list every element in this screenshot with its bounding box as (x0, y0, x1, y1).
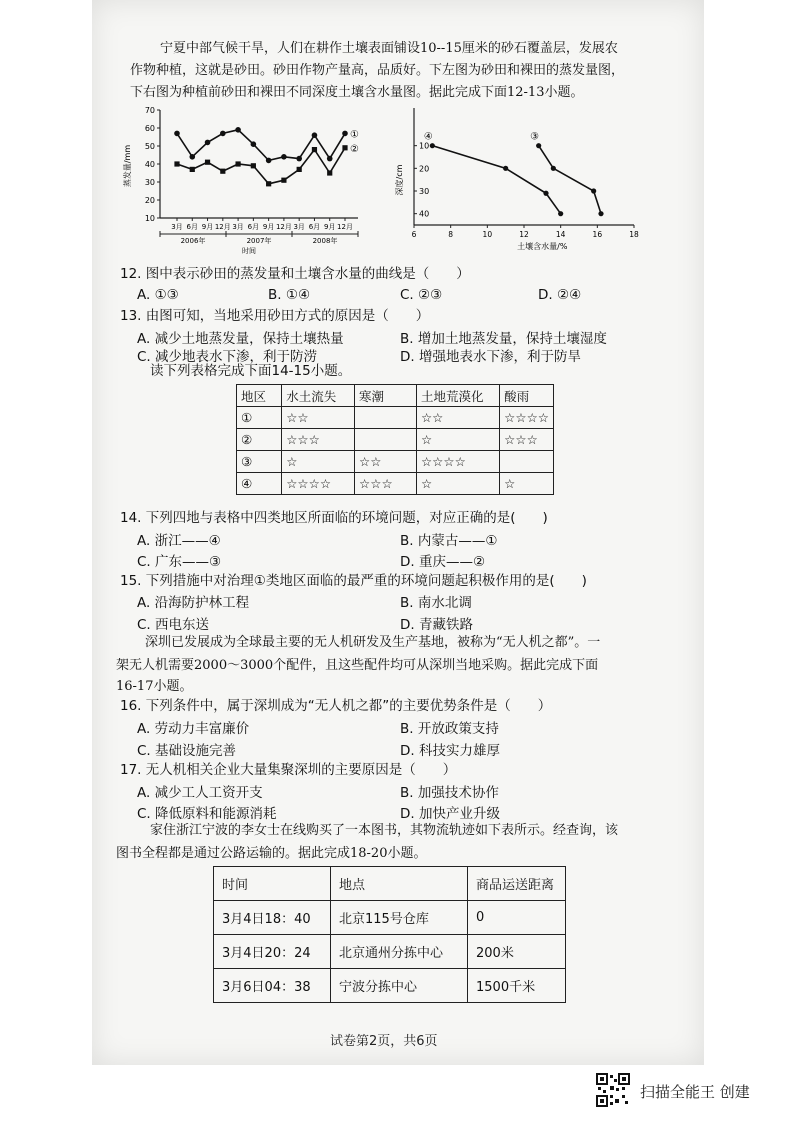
q14-option-a: A. 浙江——④ (137, 533, 221, 549)
x-tick-label: 6 (411, 230, 417, 239)
table-header: 水土流失 (282, 385, 355, 407)
table-cell: ☆ (416, 429, 499, 451)
scanner-watermark: 扫描全能王 创建 (640, 1083, 750, 1101)
data-point-square (297, 167, 302, 172)
x-tick-label: 9月 (201, 223, 214, 231)
data-point (591, 188, 596, 193)
table-cell: 1500千米 (468, 969, 566, 1003)
q15-option-b: B. 南水北调 (400, 595, 472, 611)
series-line (432, 146, 560, 214)
table-cell: 200米 (468, 935, 566, 969)
q15-option-a: A. 沿海防护林工程 (137, 595, 250, 611)
series-line (177, 130, 345, 161)
series-label: ② (350, 143, 359, 155)
x-tick-label: 18 (629, 230, 639, 239)
y-tick-label: 50 (144, 142, 155, 151)
x-tick-label: 9月 (323, 223, 336, 231)
q12-option-d: D. ②④ (538, 287, 582, 303)
intro-4-line-1: 家住浙江宁波的李女士在线购买了一本图书，其物流轨迹如下表所示。经查询，该 (150, 823, 619, 838)
intro-3-line-3: 16-17小题。 (116, 679, 193, 694)
table-header: 时间 (214, 867, 331, 901)
table-cell: ☆ (282, 451, 355, 473)
x-tick-label: 3月 (232, 223, 244, 231)
data-point-circle (174, 131, 180, 137)
q16-stem: 16. 下列条件中，属于深圳成为“无人机之都”的主要优势条件是（ ） (120, 698, 552, 714)
table-cell: ☆☆☆☆ (500, 407, 554, 429)
data-point (430, 143, 435, 148)
year-label: 2007年 (246, 237, 272, 245)
q17-option-c: C. 降低原料和能源消耗 (137, 806, 277, 822)
x-tick-label: 6月 (247, 223, 260, 231)
table-cell: ☆☆☆☆ (416, 451, 499, 473)
data-point-square (190, 167, 195, 172)
y-tick-label: 10 (144, 214, 155, 223)
table-header: 土地荒漠化 (416, 385, 499, 407)
table-cell: ☆☆☆ (282, 429, 355, 451)
q15-option-c: C. 西电东送 (137, 617, 210, 633)
table-cell: 3月6日04：38 (214, 969, 331, 1003)
q17-option-a: A. 减少工人工资开支 (137, 785, 263, 801)
intro-1-line-3: 下右图为种植前砂田和裸田不同深度土壤含水量图。据此完成下面12-13小题。 (130, 85, 584, 100)
data-point-square (174, 161, 179, 166)
x-tick-label: 3月 (293, 223, 305, 231)
q16-option-b: B. 开放政策支持 (400, 721, 499, 737)
x-tick-label: 12 (519, 230, 529, 239)
q14-option-c: C. 广东——③ (137, 554, 222, 570)
table-row (237, 473, 554, 495)
data-point (543, 191, 548, 196)
intro-3-line-1: 深圳已发展成为全球最主要的无人机研发及生产基地，被称为“无人机之都”。一 (145, 635, 601, 650)
x-tick-label: 8 (448, 230, 454, 239)
q12-option-a: A. ①③ (137, 287, 179, 303)
table-cell: ② (237, 429, 282, 451)
y-tick-label: 60 (144, 124, 155, 133)
x-tick-label: 12月 (275, 223, 292, 231)
table-header: 寒潮 (355, 385, 417, 407)
y-tick-label: 70 (144, 106, 155, 115)
y-axis-label: 深度/cm (395, 164, 404, 196)
table-row (214, 901, 566, 935)
table-cell: ☆ (500, 473, 554, 495)
y-tick-label: 20 (144, 196, 155, 205)
table-header: 商品运送距离 (468, 867, 566, 901)
year-label: 2008年 (312, 237, 338, 245)
table-row (237, 451, 554, 473)
table-header: 地区 (237, 385, 282, 407)
q16-option-a: A. 劳动力丰富廉价 (137, 721, 250, 737)
data-point-square (205, 160, 210, 165)
q16-option-d: D. 科技实力雄厚 (400, 743, 500, 759)
year-label: 2006年 (180, 237, 206, 245)
table-row (237, 429, 554, 451)
data-point (558, 211, 563, 216)
data-point (536, 143, 541, 148)
q15-option-d: D. 青藏铁路 (400, 617, 473, 633)
q14-stem: 14. 下列四地与表格中四类地区所面临的环境问题，对应正确的是( ) (120, 510, 548, 526)
data-point-circle (342, 131, 348, 137)
y-tick-label: 30 (144, 178, 155, 187)
table-cell: 北京115号仓库 (331, 901, 468, 935)
table-cell: 0 (468, 901, 566, 935)
page-footer: 试卷第2页，共6页 (330, 1034, 438, 1049)
table-cell: ④ (237, 473, 282, 495)
q15-stem: 15. 下列措施中对治理①类地区面临的最严重的环境问题起积极作用的是( ) (120, 573, 587, 589)
table-cell: 3月4日20：24 (214, 935, 331, 969)
y-tick-label: 10 (419, 141, 430, 151)
y-tick-label: 30 (419, 187, 430, 196)
intro-1-line-1: 宁夏中部气候干旱，人们在耕作土壤表面铺设10--15厘米的砂石覆盖层，发展农 (160, 41, 618, 56)
table-cell (355, 407, 417, 429)
table-cell: ☆☆☆ (500, 429, 554, 451)
table-row (214, 969, 566, 1003)
table-header: 地点 (331, 867, 468, 901)
data-point-square (312, 147, 317, 152)
table-cell (500, 451, 554, 473)
q14-option-d: D. 重庆——② (400, 554, 486, 570)
series-label: ③ (530, 131, 540, 143)
q17-option-b: B. 加强技术协作 (400, 785, 499, 801)
data-point-circle (296, 156, 302, 162)
table-cell: ③ (237, 451, 282, 473)
table-row (214, 935, 566, 969)
table-cell: ☆☆ (416, 407, 499, 429)
y-tick-label: 40 (144, 160, 155, 169)
data-point-circle (312, 132, 318, 138)
x-tick-label: 12月 (214, 223, 231, 231)
intro-4-line-2: 图书全程都是通过公路运输的。据此完成18-20小题。 (116, 846, 427, 861)
intro-2: 读下列表格完成下面14-15小题。 (150, 363, 352, 379)
x-tick-label: 6月 (308, 223, 321, 231)
q17-option-d: D. 加快产业升级 (400, 806, 500, 822)
q12-stem: 12. 图中表示砂田的蒸发量和土壤含水量的曲线是（ ） (120, 266, 470, 282)
data-point-square (220, 169, 225, 174)
data-point-circle (251, 141, 257, 147)
intro-1-line-2: 作物种植，这就是砂田。砂田作物产量高，品质好。下左图为砂田和裸田的蒸发量图， (130, 63, 625, 78)
table-header-row (237, 385, 554, 407)
x-tick-label: 10 (482, 230, 493, 239)
series-label: ④ (423, 131, 433, 143)
x-tick-label: 12月 (337, 223, 353, 231)
q13-stem: 13. 由图可知，当地采用砂田方式的原因是（ ） (120, 308, 430, 324)
data-point (598, 211, 603, 216)
table-cell: ☆☆☆ (355, 473, 417, 495)
x-tick-label: 3月 (171, 223, 183, 231)
table-cell: ☆ (416, 473, 499, 495)
table-cell: 宁波分拣中心 (331, 969, 468, 1003)
data-point-square (235, 161, 240, 166)
y-axis-label: 蒸发量/mm (123, 144, 132, 188)
table-header-row (214, 867, 566, 901)
data-point-circle (235, 127, 241, 133)
q16-option-c: C. 基础设施完善 (137, 743, 237, 759)
data-point-square (266, 181, 271, 186)
table-cell: ☆☆☆☆ (282, 473, 355, 495)
x-tick-label: 16 (592, 230, 603, 239)
table-cell: 北京通州分拣中心 (331, 935, 468, 969)
table-row (237, 407, 554, 429)
series-line (539, 146, 601, 214)
table-cell: ☆☆ (355, 451, 417, 473)
table-header: 酸雨 (500, 385, 554, 407)
data-point-circle (327, 156, 333, 162)
y-tick-label: 20 (419, 164, 430, 174)
q13-option-a: A. 减少土地蒸发量，保持土壤热量 (137, 331, 344, 347)
q14-option-b: B. 内蒙古——① (400, 533, 498, 549)
data-point-circle (220, 131, 226, 137)
evaporation-chart (118, 100, 378, 255)
data-point-circle (281, 154, 287, 160)
data-point-circle (266, 158, 272, 164)
logistics-table (213, 866, 566, 1003)
series-label: ① (350, 129, 359, 141)
table-cell: ① (237, 407, 282, 429)
data-point (503, 166, 508, 171)
data-point-square (281, 178, 286, 183)
x-axis-label: 土壤含水量/% (517, 242, 568, 251)
table-cell: ☆☆ (282, 407, 355, 429)
x-tick-label: 9月 (262, 223, 275, 231)
q13-option-d: D. 增强地表水下渗，利于防旱 (400, 349, 581, 365)
data-point-square (327, 170, 332, 175)
table-cell (355, 429, 417, 451)
qr-code-icon (596, 1073, 630, 1107)
intro-3-line-2: 架无人机需要2000～3000个配件，且这些配件均可从深圳当地采购。据此完成下面 (116, 658, 599, 673)
data-point-square (342, 145, 347, 150)
q13-option-b: B. 增加土地蒸发量，保持土壤湿度 (400, 331, 607, 347)
environment-table (236, 384, 554, 495)
q12-option-c: C. ②③ (400, 287, 443, 303)
table-cell: 3月4日18：40 (214, 901, 331, 935)
y-tick-label: 40 (419, 209, 430, 219)
data-point-circle (205, 140, 211, 146)
data-point-square (251, 163, 256, 168)
q12-option-b: B. ①④ (268, 287, 311, 303)
x-tick-label: 6月 (186, 223, 199, 231)
x-tick-label: 14 (555, 230, 566, 239)
data-point (551, 166, 556, 171)
x-axis-label: 时间 (242, 247, 256, 255)
soil-moisture-chart (392, 108, 652, 253)
data-point-circle (189, 154, 195, 160)
q13-option-c: C. 减少地表水下渗，利于防涝 (137, 349, 318, 365)
q17-stem: 17. 无人机相关企业大量集聚深圳的主要原因是（ ） (120, 762, 457, 778)
